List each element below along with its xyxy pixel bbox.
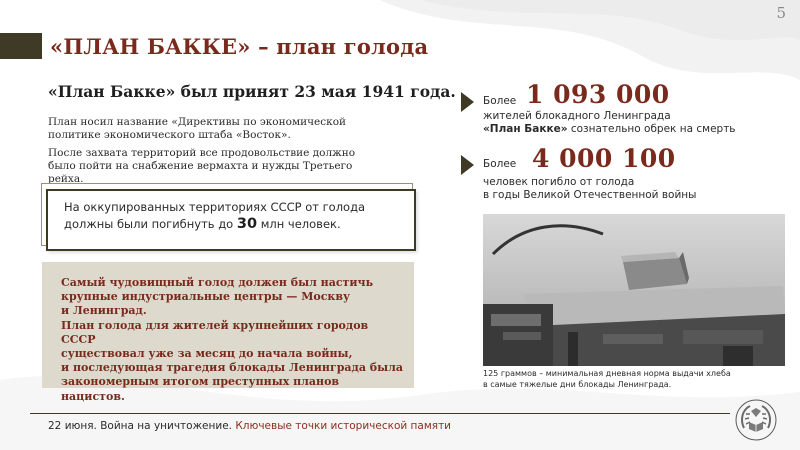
beige-line: закономерным итогом преступных планов нацистов. <box>61 375 340 403</box>
stat-1-line-2 <box>483 123 783 136</box>
page-title: «ПЛАН БАККЕ» – план голода <box>50 34 429 59</box>
footer-main: 22 июня. Война на уничтожение. <box>48 420 236 432</box>
bread-ration-photo <box>483 214 785 366</box>
triangle-arrow-icon <box>461 92 474 112</box>
paragraph-directive: План носил название «Директивы по экономической политике экономического штаба «Восток». <box>48 116 347 141</box>
framed-line-2 <box>64 216 394 233</box>
stat-2-label: Более <box>483 158 517 170</box>
footer-divider <box>30 413 730 414</box>
caption-line-1: 125 граммов – минимальная дневная норма выдачи хлеба <box>483 369 731 378</box>
stat-1-description <box>483 110 783 136</box>
stat-1-line-1: жителей блокадного Ленинграда <box>483 110 671 122</box>
stat-1-plan-name: «План Бакке» <box>483 123 568 135</box>
beige-line: и последующая трагедия блокады Ленинграда была <box>61 361 404 375</box>
framed-big-number: 30 <box>236 216 258 232</box>
stat-2-line-2: в годы Великой Отечественной войны <box>483 189 697 201</box>
stat-2-description <box>483 176 783 202</box>
beige-line: План голода для жителей крупнейших городов СССР <box>61 318 369 346</box>
beige-line: существовал уже за месяц до начала войны, <box>61 347 353 361</box>
stat-1-number: 1 093 000 <box>526 80 670 109</box>
wreath-book-emblem-icon <box>734 398 778 442</box>
stat-1-line-2-rest: сознательно обрек на смерть <box>567 123 736 135</box>
footer <box>48 420 451 432</box>
paragraph-supply: После захвата территорий все продовольствие должно было пойти на снабжение вермахта и нужды Третьего рейха. <box>48 147 356 185</box>
framed-box-text <box>64 199 394 233</box>
beige-line: и Ленинград. <box>61 304 147 318</box>
framed-line-1: На оккупированных территориях СССР от голода <box>64 200 366 214</box>
stat-2-number: 4 000 100 <box>532 144 676 173</box>
beige-line: крупные индустриальные центры — Москву <box>61 290 351 304</box>
framed-prefix: должны были погибнуть до <box>64 217 237 231</box>
beige-callout-text <box>61 276 406 404</box>
title-accent-bar <box>0 33 42 59</box>
caption-line-2: в самые тяжелые дни блокады Ленинграда. <box>483 379 672 389</box>
triangle-arrow-icon <box>461 155 474 175</box>
footer-accent: Ключевые точки исторической памяти <box>235 420 452 432</box>
stat-2-line-1: человек погибло от голода <box>483 176 635 188</box>
stat-1-label: Более <box>483 95 517 107</box>
page-number: 5 <box>776 4 786 22</box>
framed-suffix: млн человек. <box>257 217 341 231</box>
headline: «План Бакке» был принят 23 мая 1941 года. <box>48 82 456 101</box>
photo-caption <box>483 369 783 390</box>
beige-line: Самый чудовищный голод должен был настичь <box>61 276 374 289</box>
